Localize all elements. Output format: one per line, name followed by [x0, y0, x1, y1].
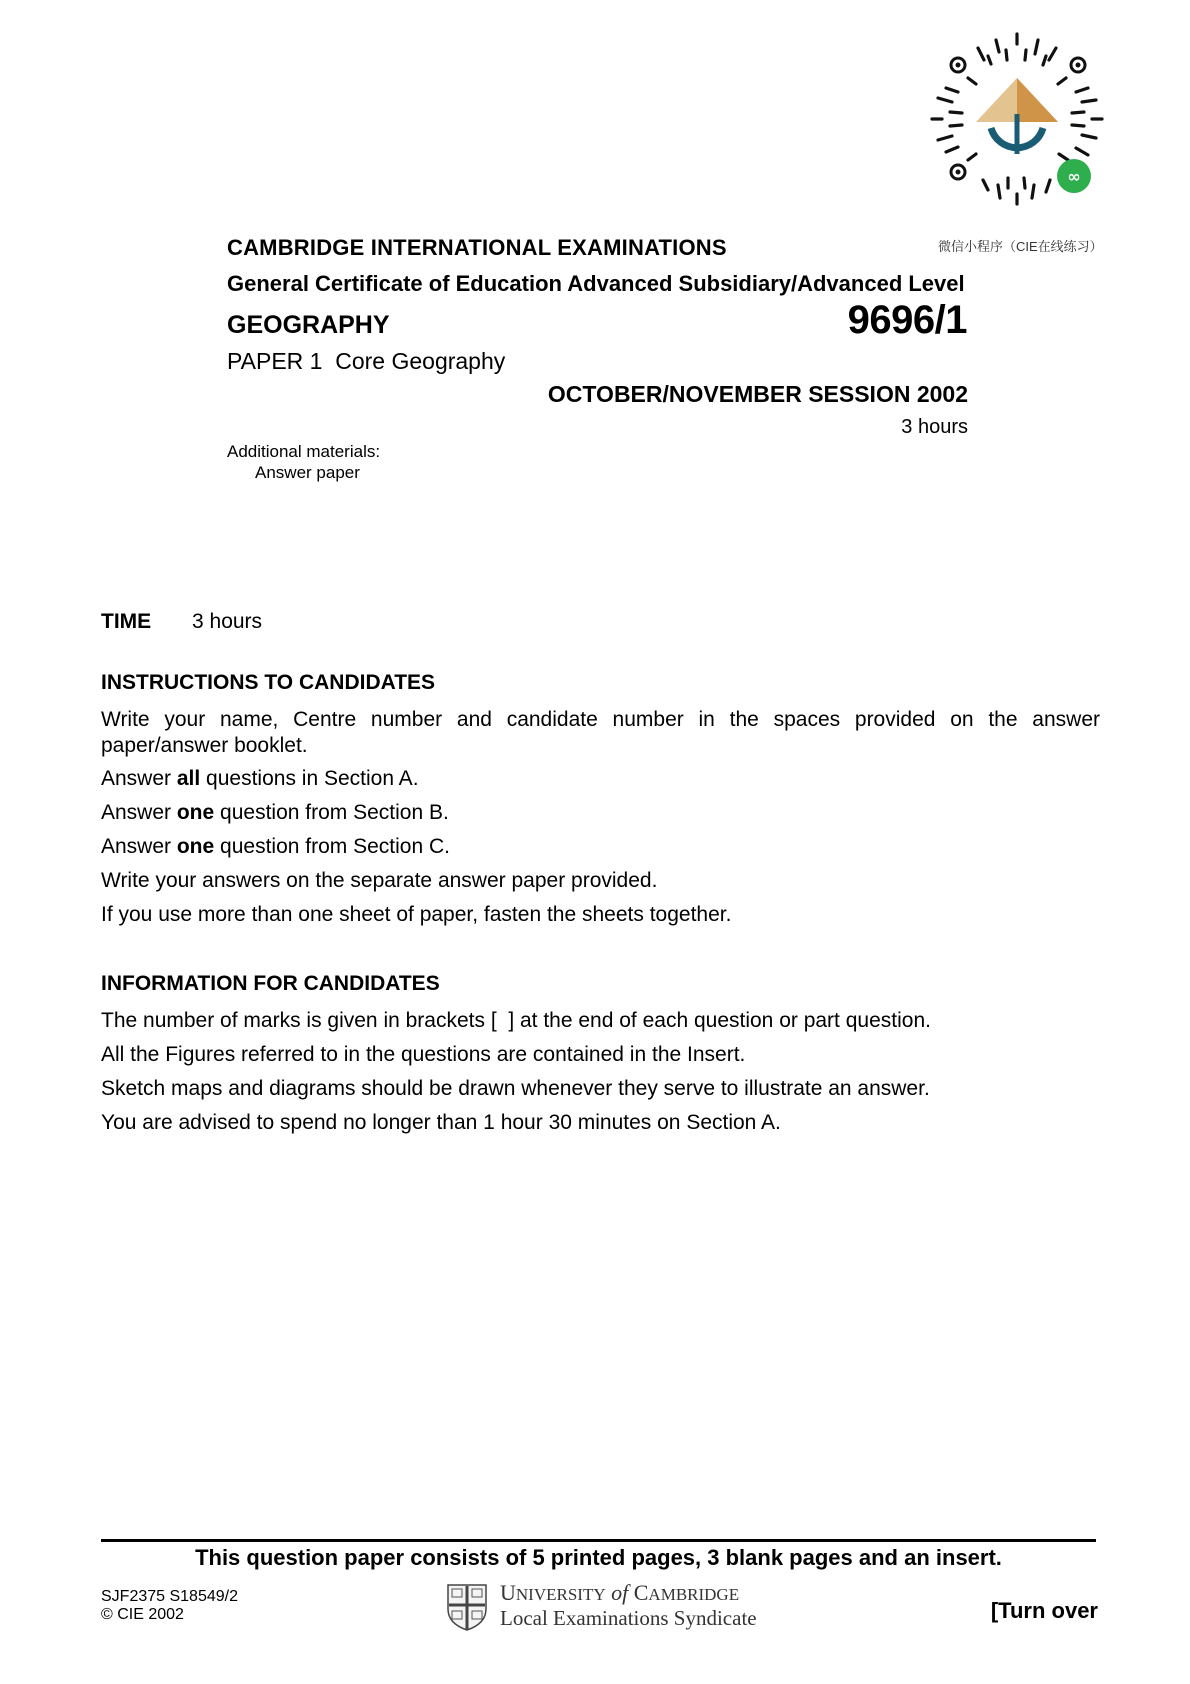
information-heading: INFORMATION FOR CANDIDATES	[101, 972, 440, 995]
svg-text:∞: ∞	[1067, 167, 1081, 186]
cambridge-initial: C	[633, 1580, 649, 1605]
exam-session: OCTOBER/NOVEMBER SESSION 2002	[547, 381, 968, 407]
paper-title: PAPER 1 Core Geography	[227, 348, 506, 374]
information-line: Sketch maps and diagrams should be drawn whenever they serve to illustrate an answer.	[101, 1077, 930, 1100]
instruction-emphasis: all	[176, 767, 201, 790]
instruction-line	[101, 800, 1100, 826]
information-line: All the Figures referred to in the questions are contained in the Insert.	[101, 1043, 746, 1066]
instruction-emphasis: one	[176, 835, 215, 858]
additional-materials-item: Answer paper	[255, 463, 360, 482]
footer-divider	[101, 1539, 1096, 1542]
exam-board: CAMBRIDGE INTERNATIONAL EXAMINATIONS	[227, 235, 727, 260]
university-name-initial: U	[500, 1580, 516, 1605]
instruction-emphasis: one	[176, 801, 215, 824]
information-line: The number of marks is given in brackets [ ] at the end of each question or part question.	[101, 1009, 931, 1032]
cambridge-rest: AMBRIDGE	[648, 1585, 740, 1604]
instruction-text: question from Section C.	[214, 835, 450, 858]
instruction-text: question from Section B.	[214, 801, 449, 824]
subject-title: GEOGRAPHY	[227, 311, 390, 339]
instructions-heading: INSTRUCTIONS TO CANDIDATES	[101, 671, 436, 694]
pages-note: This question paper consists of 5 printed pages, 3 blank pages and an insert.	[195, 1545, 1002, 1570]
information-line: You are advised to spend no longer than 1 hour 30 minutes on Section A.	[101, 1111, 781, 1134]
university-crest-icon	[446, 1583, 488, 1631]
instruction-line: Write your answers on the separate answer paper provided.	[101, 869, 658, 892]
instruction-line	[101, 766, 1100, 792]
reference-block	[101, 1588, 238, 1624]
instruction-text: Answer	[101, 767, 177, 790]
reference-code: SJF2375 S18549/2	[101, 1588, 238, 1605]
university-name-rest: NIVERSITY	[515, 1585, 606, 1604]
copyright: © CIE 2002	[101, 1606, 184, 1623]
instruction-line: Write your name, Centre number and candidate number in the spaces provided on the answer paper/answer booklet.	[101, 708, 1100, 757]
instruction-line	[101, 834, 1100, 860]
qr-code-icon	[928, 30, 1106, 208]
instruction-line: If you use more than one sheet of paper, fasten the sheets together.	[101, 903, 732, 926]
time-label: TIME	[101, 610, 152, 633]
university-name-of: of	[611, 1580, 629, 1605]
time-value: 3 hours	[192, 610, 263, 633]
syllabus-code: 9696/1	[847, 298, 967, 342]
qr-caption: 微信小程序（CIE在线练习）	[938, 239, 1103, 254]
university-name	[500, 1580, 739, 1606]
instruction-text: questions in Section A.	[200, 767, 419, 790]
qualification-title: General Certificate of Education Advanced Subsidiary/Advanced Level	[227, 271, 965, 296]
instruction-text: Answer	[101, 835, 177, 858]
turn-over: [Turn over	[990, 1598, 1098, 1623]
syndicate-name: Local Examinations Syndicate	[500, 1606, 757, 1630]
additional-materials-label: Additional materials:	[227, 442, 381, 461]
exam-duration: 3 hours	[901, 416, 968, 438]
instruction-text: Answer	[101, 801, 177, 824]
